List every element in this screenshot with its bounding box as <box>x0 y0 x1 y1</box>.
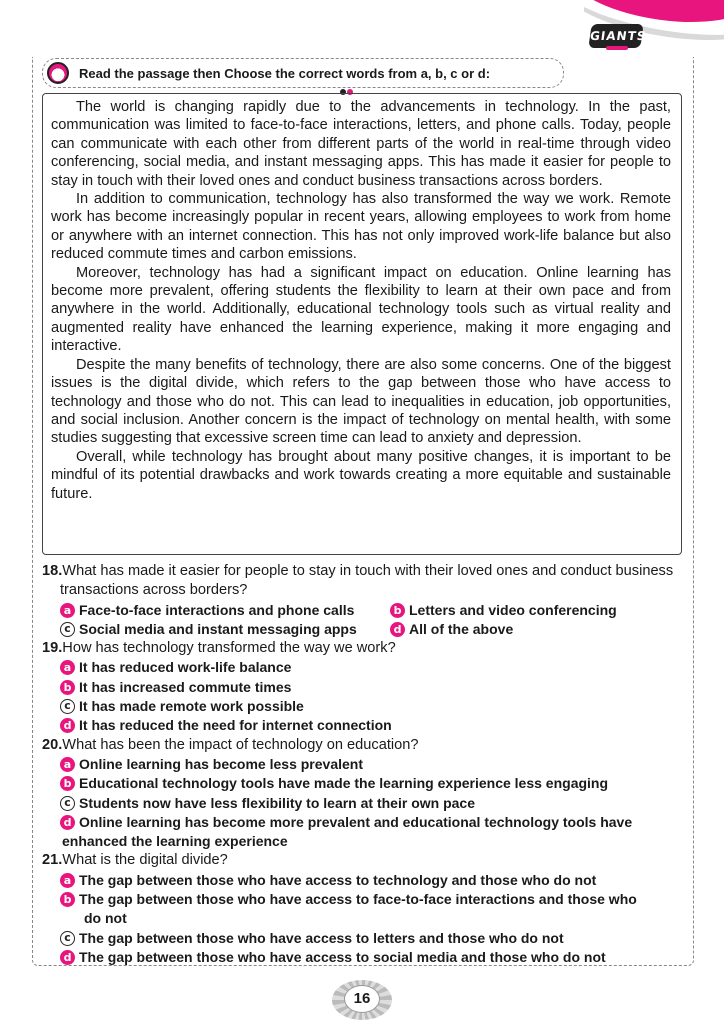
option-badge-b: b <box>60 680 75 695</box>
option-text: Educational technology tools have made the learning experience less engaging <box>79 775 609 792</box>
option-a[interactable] <box>60 601 382 620</box>
option-text: Online learning has become less prevalent <box>79 755 363 772</box>
option-d[interactable] <box>390 620 513 639</box>
option-b[interactable] <box>390 601 617 620</box>
question-number: 19. <box>42 640 63 657</box>
option-text: It has reduced the need for internet connection <box>79 717 392 734</box>
passage-paragraph-1: The world is changing rapidly due to the advancements in technology. In the past, communication was limited to face-to-face interactions, letters, and phone calls. Today, people can communicate with each other from different parts of the world in real-time through video conferencing, social media, and instant messaging apps. This has made it easier for people to stay in touch with their loved ones and conduct business transactions across borders. <box>51 99 671 189</box>
option-text: The gap between those who have access to social media and those who do not <box>79 948 606 965</box>
option-d-continued <box>42 832 688 851</box>
logo-underline <box>606 46 628 50</box>
option-d[interactable] <box>60 813 688 832</box>
option-text: It has reduced work-life balance <box>79 659 292 676</box>
question-number: 20. <box>42 736 63 753</box>
option-text: It has made remote work possible <box>79 698 304 715</box>
questions-section <box>42 562 688 967</box>
option-badge-a: a <box>60 757 75 772</box>
passage-paragraph-2: In addition to communication, technology has also transformed the way we work. Remote work has become increasingly popular in recent years, allowing employees to work from home or anywhere with an internet connection. This has not only improved work-life balance but also reduced commute times and carbon emissions. <box>51 191 671 263</box>
option-a[interactable] <box>60 871 688 890</box>
option-text: Letters and video conferencing <box>409 601 617 618</box>
option-text: Online learning has become more prevalent and educational technology tools have <box>79 813 633 830</box>
option-c[interactable] <box>60 697 688 716</box>
passage-box <box>42 93 682 555</box>
passage-paragraph-4: Despite the many benefits of technology, there are also some concerns. One of the biggest issues is the digital divide, which refers to the gap between those who have access to technology and those who do not. This can lead to inequalities in education, job opportunities, and social inclusion. Another concern is the impact of technology on mental health, with some studies suggesting that excessive screen time can lead to anxiety and depression. <box>51 356 671 447</box>
question-21 <box>42 851 688 870</box>
instruction-banner <box>42 58 564 88</box>
option-text: It has increased commute times <box>79 678 292 695</box>
question-text: What has been the impact of technology on education? <box>62 736 419 753</box>
option-text: The gap between those who have access to letters and those who do not <box>79 929 564 946</box>
option-text: The gap between those who have access to technology and those who do not <box>79 871 597 888</box>
option-badge-c: c <box>60 622 75 637</box>
giants-logo: GIANTS <box>588 24 643 48</box>
option-c[interactable] <box>60 794 688 813</box>
option-text: Social media and instant messaging apps <box>79 620 357 637</box>
passage-paragraph-3: Moreover, technology has had a significant impact on education. Online learning has become more prevalent, offering students the flexibility to learn at their own pace and from anywhere in the world. Additionally, educational technology tools such as virtual reality and augmented reality have enhanced the learning experience, making it more engaging and interactive. <box>51 264 671 355</box>
option-badge-a: a <box>60 660 75 675</box>
option-c[interactable] <box>60 929 688 948</box>
instruction-text: Read the passage then Choose the correct words from a, b, c or d: <box>79 65 491 81</box>
option-badge-b: b <box>60 776 75 791</box>
option-badge-c: c <box>60 796 75 811</box>
option-b-continued <box>60 909 688 928</box>
option-badge-b: b <box>390 603 405 618</box>
option-text: The gap between those who have access to face-to-face interactions and those who <box>79 891 637 908</box>
option-text: Students now have less flexibility to learn at their own pace <box>79 794 475 811</box>
option-a[interactable] <box>60 658 688 677</box>
option-badge-b: b <box>60 892 75 907</box>
passage-paragraph-5: Overall, while technology has brought about many positive changes, it is important to be mindful of its potential drawbacks and work towards creating a more equitable and sustainable future. <box>51 448 671 502</box>
page-number-badge <box>322 978 402 1022</box>
question-number: 21. <box>42 852 63 869</box>
question-number: 18. <box>42 563 63 579</box>
option-badge-a: a <box>60 873 75 888</box>
option-text: Face-to-face interactions and phone calls <box>79 601 355 618</box>
option-badge-d: d <box>390 622 405 637</box>
question-text: What is the digital divide? <box>62 852 228 869</box>
option-c[interactable] <box>60 620 382 639</box>
question-18 <box>42 562 688 601</box>
option-badge-d: d <box>60 950 75 965</box>
option-badge-d: d <box>60 718 75 733</box>
option-badge-c: c <box>60 699 75 714</box>
option-b[interactable] <box>60 774 688 793</box>
option-a[interactable] <box>60 755 688 774</box>
instruction-icon <box>47 62 69 84</box>
option-text: enhanced the learning experience <box>62 833 288 850</box>
option-d[interactable] <box>60 948 688 967</box>
question-text: What has made it easier for people to stay in touch with their loved ones and conduct business transactions across borders? <box>60 563 674 599</box>
question-text: How has technology transformed the way we work? <box>62 640 396 657</box>
option-b[interactable] <box>60 678 688 697</box>
question-19 <box>42 639 688 658</box>
option-text: All of the above <box>409 620 514 637</box>
option-d[interactable] <box>60 716 688 735</box>
option-badge-a: a <box>60 603 75 618</box>
option-b[interactable] <box>60 890 688 909</box>
page-number: 16 <box>344 985 380 1013</box>
option-badge-d: d <box>60 815 75 830</box>
question-20 <box>42 736 688 755</box>
option-text: do not <box>84 910 127 927</box>
option-badge-c: c <box>60 931 75 946</box>
